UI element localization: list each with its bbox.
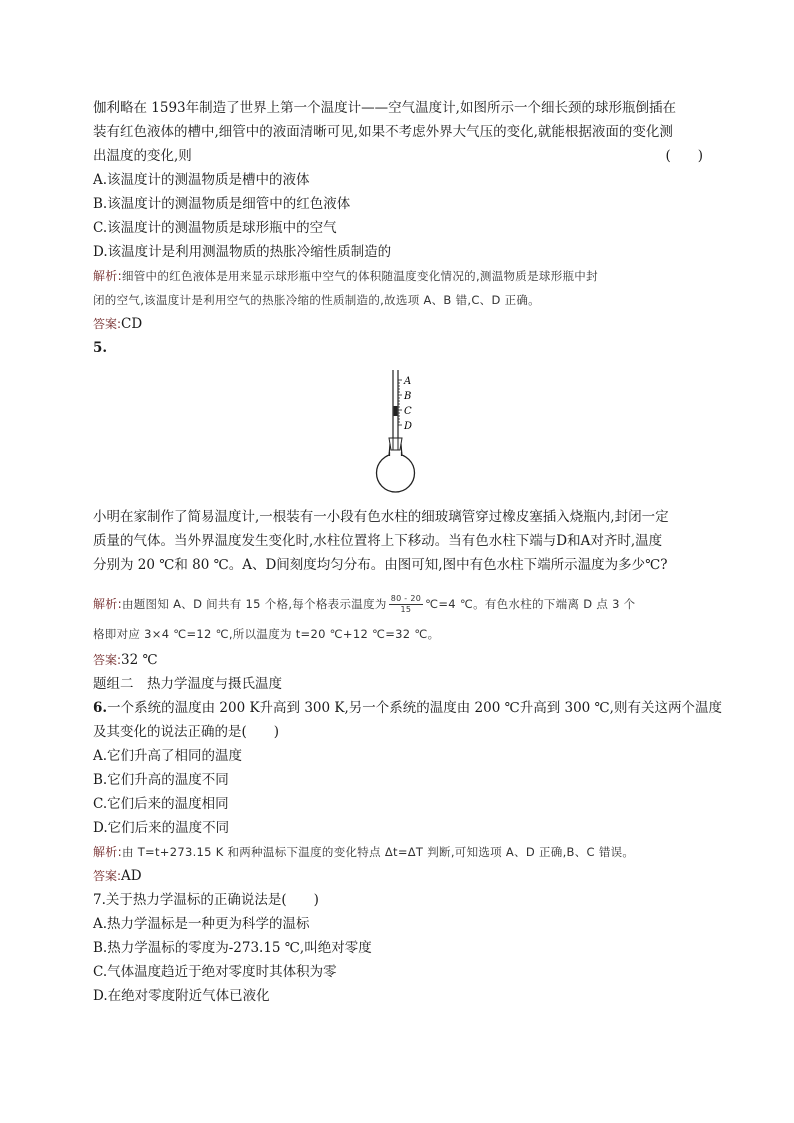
q5-analysis <box>93 590 703 648</box>
q6-option-b: B.它们升高的温度不同 <box>93 772 229 788</box>
q6-answer-value: AD <box>121 868 142 884</box>
fraction-denominator: 15 <box>400 605 412 614</box>
label-a: A <box>404 376 412 387</box>
fraction-numerator: 80 - 20 <box>390 594 422 603</box>
q6-analysis <box>93 840 703 864</box>
flask <box>377 454 415 492</box>
q6-option-d: D.它们后来的温度不同 <box>93 820 230 836</box>
q4-answer <box>93 312 703 336</box>
q6-analysis-text: 由 T=t+273.15 K 和两种温标下温度的变化特点 Δt=ΔT 判断,可知选项 A、D 正确,B、C 错误。 <box>121 845 635 859</box>
q5-number: 5. <box>93 340 108 356</box>
q4-analysis-label: 解析: <box>93 269 122 283</box>
q6-option-c: C.它们后来的温度相同 <box>93 796 229 812</box>
question-4 <box>93 96 703 360</box>
water-column <box>394 406 398 416</box>
thermometer-figure <box>360 368 440 498</box>
q6-stem-line2: 及其变化的说法正确的是( ) <box>93 724 280 740</box>
q7-option-d: D.在绝对零度附近气体已液化 <box>93 988 270 1004</box>
q4-answer-paren: ( ) <box>665 148 703 164</box>
q4-stem-line: 装有红色液体的槽中,细管中的液面清晰可见,如果不考虑外界大气压的变化,就能根据液面的变化测 <box>93 124 673 140</box>
q4-analysis-text: 细管中的红色液体是用来显示球形瓶中空气的体积随温度变化情况的,测温物质是球形瓶中封 <box>121 269 598 283</box>
q6-analysis-label: 解析: <box>93 845 122 859</box>
q5-answer <box>93 648 703 672</box>
q5-stem-line: 小明在家制作了简易温度计,一根装有一小段有色水柱的细玻璃管穿过橡皮塞插入烧瓶内,封闭一定 <box>93 509 669 525</box>
q5-analysis-label: 解析: <box>93 597 122 611</box>
q6-option-a: A.它们升高了相同的温度 <box>93 748 243 764</box>
q5-answer-value: 32 ℃ <box>121 652 158 668</box>
q5-stem-line: 质量的气体。当外界温度发生变化时,水柱位置将上下移动。当有色水柱下端与D和A对齐时,温度 <box>93 533 663 549</box>
q4-analysis <box>93 264 703 288</box>
q5-analysis-line1 <box>93 590 703 618</box>
q6-stem-text: 一个系统的温度由 200 K升高到 300 K,另一个系统的温度由 200 ℃升高到 300 ℃,则有关这两个温度 <box>107 700 722 716</box>
fraction <box>389 594 423 615</box>
q5-analysis-line2: 格即对应 3×4 ℃=12 ℃,所以温度为 t=20 ℃+12 ℃=32 ℃。 <box>93 627 440 641</box>
q7-option-c: C.气体温度趋近于绝对零度时其体积为零 <box>93 964 337 980</box>
q7-option-b: B.热力学温标的零度为-273.15 ℃,叫绝对零度 <box>93 940 372 956</box>
q5-stem-line: 分别为 20 ℃和 80 ℃。A、D间刻度均匀分布。由图可知,图中有色水柱下端所示温度为多少℃? <box>93 557 668 573</box>
group2-title: 题组二 热力学温度与摄氏温度 <box>93 676 282 692</box>
label-d: D <box>404 421 413 432</box>
q4-option-d: D.该温度计是利用测温物质的热胀冷缩性质制造的 <box>93 244 392 260</box>
q6-number: 6. <box>93 700 108 716</box>
q7-option-a: A.热力学温标是一种更为科学的温标 <box>93 916 310 932</box>
q4-answer-value: CD <box>121 316 143 332</box>
q4-analysis-line2: 闭的空气,该温度计是利用空气的热胀冷缩的性质制造的,故选项 A、B 错,C、D 正确。 <box>93 293 540 307</box>
q5-analysis-post: ℃=4 ℃。有色水柱的下端离 D 点 3 个 <box>425 597 636 611</box>
q4-stem-line: 出温度的变化,则 <box>93 148 192 164</box>
q6-answer <box>93 864 703 888</box>
label-c: C <box>404 406 412 417</box>
q6-stem-line1 <box>93 696 722 720</box>
q5-analysis-pre: 由题图知 A、D 间共有 15 个格,每个格表示温度为 <box>121 597 387 611</box>
q4-answer-label: 答案: <box>93 317 122 331</box>
q6-answer-label: 答案: <box>93 869 122 883</box>
q4-stem-line: 伽利略在 1593年制造了世界上第一个温度计——空气温度计,如图所示一个细长颈的球形瓶倒插在 <box>93 100 676 116</box>
q4-stem-line-last <box>93 144 703 168</box>
q5-answer-block <box>93 648 722 1008</box>
rubber-stopper <box>389 438 402 450</box>
question-5 <box>93 505 703 577</box>
q4-option-c: C.该温度计的测温物质是球形瓶中的空气 <box>93 220 337 236</box>
q4-option-b: B.该温度计的测温物质是细管中的红色液体 <box>93 196 351 212</box>
q4-option-a: A.该温度计的测温物质是槽中的液体 <box>93 172 310 188</box>
q7-stem: 7.关于热力学温标的正确说法是( ) <box>93 892 319 908</box>
label-b: B <box>404 391 412 402</box>
q5-answer-label: 答案: <box>93 653 122 667</box>
